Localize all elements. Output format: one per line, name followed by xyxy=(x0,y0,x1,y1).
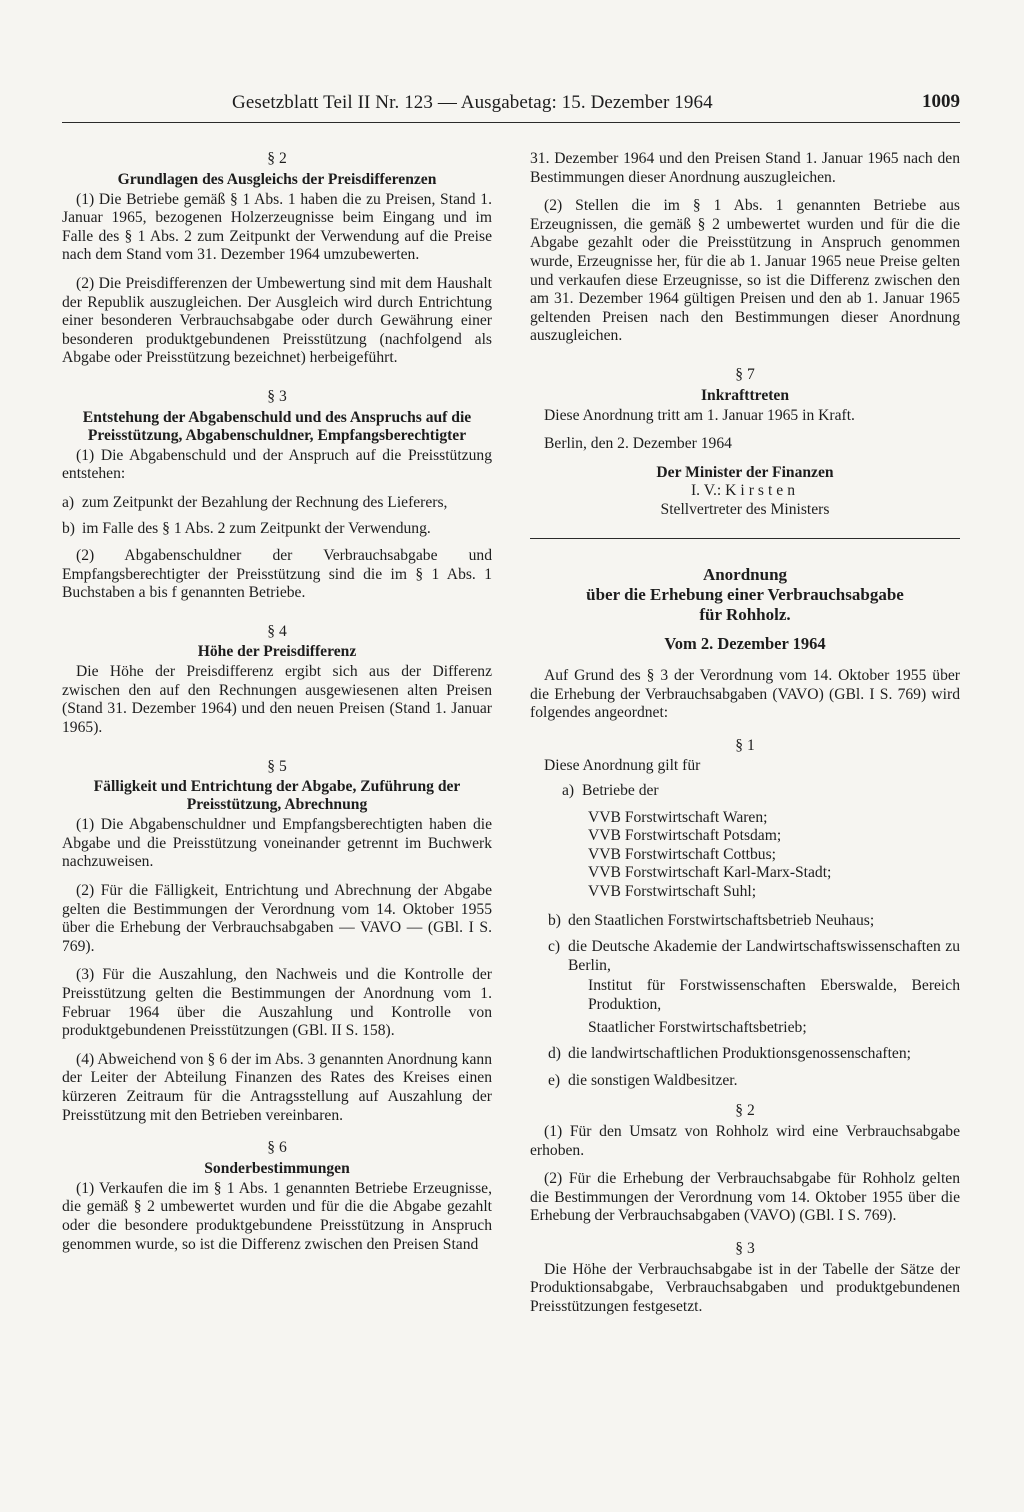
right-column xyxy=(530,150,960,1326)
paragraph: (1) Für den Umsatz von Rohholz wird eine Verbrauchsabgabe erhoben. xyxy=(530,1122,960,1159)
paragraph: 31. Dezember 1964 und den Preisen Stand 1. Januar 1965 nach den Bestimmungen dieser Anordnung auszugleichen. xyxy=(530,150,960,186)
list-text: Betriebe der xyxy=(582,782,659,800)
list-label: b) xyxy=(548,911,561,929)
paragraph: (1) Die Betriebe gemäß § 1 Abs. 1 haben die zu Preisen, Stand 1. Januar 1965, bezogenen Holzerzeugnisse beim Eingang und im Falle des § 1 Abs. 2 zum Zeitpunkt der Verwendung auf die Preise nach dem Stand vom 31. Dezember 1964 umzubewerten. xyxy=(62,190,492,264)
list-label: c) xyxy=(548,938,561,956)
paragraph: Diese Anordnung gilt für xyxy=(544,757,701,775)
section-number: § 7 xyxy=(735,365,755,383)
signature-name-line xyxy=(530,482,960,501)
section-heading: Fälligkeit und Entrichtung der Abgabe, Zuführung der Preisstützung, Abrechnung xyxy=(93,778,461,814)
signature-name: Kirsten xyxy=(725,482,799,500)
signature-place-date: Berlin, den 2. Dezember 1964 xyxy=(544,435,732,453)
vvb-item: VVB Forstwirtschaft Karl-Marx-Stadt; xyxy=(588,864,832,882)
paragraph: Die Höhe der Verbrauchsabgabe ist in der Tabelle der Sätze der Produktionsabgabe, Verbrauchsabgaben und produktgebundenen Preisstützungen festgesetzt. xyxy=(530,1260,960,1315)
paragraph: (1) Die Abgabenschuld und der Anspruch auf die Preisstützung entstehen: xyxy=(62,446,492,483)
order-title-line: über die Erhebung einer Verbrauchsabgabe xyxy=(586,584,904,604)
section-number: § 3 xyxy=(735,1239,755,1257)
vvb-item: VVB Forstwirtschaft Waren; xyxy=(588,808,768,826)
vvb-item: VVB Forstwirtschaft Cottbus; xyxy=(588,845,776,863)
list-text: im Falle des § 1 Abs. 2 zum Zeitpunkt der Verwendung. xyxy=(82,520,431,538)
list-label: a) xyxy=(562,782,575,800)
divider xyxy=(530,538,960,539)
order-date: Vom 2. Dezember 1964 xyxy=(664,633,826,653)
section-number: § 3 xyxy=(267,387,287,405)
signature-role: Stellvertreter des Ministers xyxy=(660,500,830,518)
running-title: Gesetzblatt Teil II Nr. 123 — Ausgabetag: 15. Dezember 1964 xyxy=(232,92,713,113)
list-subtext: Staatlicher Forstwirtschaftsbetrieb; xyxy=(588,1018,807,1036)
list-item xyxy=(562,782,960,801)
page-number: 1009 xyxy=(922,91,960,112)
paragraph: (2) Die Preisdifferenzen der Umbewertung sind mit dem Haushalt der Republik auszugleichen. Der Ausgleich wird durch Entrichtung einer besonderen Verbrauchsabgabe oder durch Gewährung einer besonderen produktgebundenen Preisstützung (nachfolgend als Abgabe oder Preisstützung bezeichnet) herbeigeführt. xyxy=(62,274,492,367)
list-label: b) xyxy=(62,520,75,538)
list-text: die Deutsche Akademie der Landwirtschaftswissenschaften zu Berlin, xyxy=(568,938,960,974)
section-number: § 2 xyxy=(735,1102,755,1120)
paragraph: (2) Für die Fälligkeit, Entrichtung und Abrechnung der Abgabe gelten die Bestimmungen der Verordnung vom 14. Oktober 1955 über die Erhebung der Verbrauchsabgaben — VAVO — (GBl. I S. 769). xyxy=(62,882,492,955)
list-label: d) xyxy=(548,1045,561,1063)
list-text: die landwirtschaftlichen Produktionsgenossenschaften; xyxy=(568,1045,911,1063)
signature-office: Der Minister der Finanzen xyxy=(656,463,834,481)
vvb-item: VVB Forstwirtschaft Suhl; xyxy=(588,883,757,901)
list-text: die sonstigen Waldbesitzer. xyxy=(568,1071,738,1089)
section-heading: Grundlagen des Ausgleichs der Preisdifferenzen xyxy=(117,170,437,188)
section-number: § 2 xyxy=(267,150,287,167)
list-item xyxy=(548,938,960,975)
signature-iv: I. V.: xyxy=(690,482,722,500)
section-number: § 6 xyxy=(267,1139,287,1157)
list-item xyxy=(62,520,492,539)
paragraph: (1) Die Abgabenschuldner und Empfangsberechtigten haben die Abgabe und die Preisstützung voneinander getrennt im Buchwerk nachzuweisen. xyxy=(62,816,492,871)
order-title xyxy=(530,565,960,625)
order-title-line: für Rohholz. xyxy=(699,604,791,624)
list-item xyxy=(548,912,960,931)
list-text: zum Zeitpunkt der Bezahlung der Rechnung des Lieferers, xyxy=(82,493,448,511)
vvb-item: VVB Forstwirtschaft Potsdam; xyxy=(588,827,782,845)
list-label: a) xyxy=(62,493,75,511)
list-text: den Staatlichen Forstwirtschaftsbetrieb Neuhaus; xyxy=(568,911,875,929)
list-label: e) xyxy=(548,1071,561,1089)
section-heading: Sonderbestimmungen xyxy=(204,1159,350,1177)
list-item xyxy=(548,1072,960,1091)
paragraph: (2) Für die Erhebung der Verbrauchsabgabe für Rohholz gelten die Bestimmungen der Verordnung vom 14. Oktober 1955 über die Erhebung der Verbrauchsabgaben (VAVO) (GBl. I S. 769). xyxy=(530,1170,960,1225)
section-heading: Entstehung der Abgabenschuld und des Anspruchs auf die Preisstützung, Abgabenschuldner, Empfangsberechtigter xyxy=(82,408,472,444)
section-number: § 1 xyxy=(735,736,755,754)
section-number: § 4 xyxy=(267,622,287,640)
paragraph: (2) Stellen die im § 1 Abs. 1 genannten Betriebe aus Erzeugnissen, die gemäß § 2 umbewertet wurden und für die die Abgabe gezahlt oder die Preisstützung in Anspruch genommen wurde, Erzeugnisse her, für die ab 1. Januar 1965 neue Preise gelten und verkaufen diese Erzeugnisse, so ist die Differenz zwischen den am 31. Dezember 1964 gültigen Preisen und den ab 1. Januar 1965 geltenden Preisen nach den Bestimmungen dieser Anordnung auszugleichen. xyxy=(530,197,960,345)
list-subtext: Institut für Forstwissenschaften Eberswalde, Bereich Produktion, xyxy=(588,977,960,1013)
paragraph: (2) Abgabenschuldner der Verbrauchsabgabe und Empfangsberechtigter der Preisstützung sind die im § 1 Abs. 1 Buchstaben a bis f genannten Betriebe. xyxy=(62,546,492,602)
page-header xyxy=(62,88,960,123)
list-subitem xyxy=(588,977,960,1037)
paragraph: (4) Abweichend von § 6 der im Abs. 3 genannten Anordnung kann der Leiter der Abteilung Finanzen des Rates des Kreises einen kürzeren Zeitraum für die Antragsstellung auf Auszahlung der Preisstützung mit den Betrieben vereinbaren. xyxy=(62,1050,492,1124)
section-number: § 5 xyxy=(267,757,287,775)
paragraph: (1) Verkaufen die im § 1 Abs. 1 genannten Betriebe Erzeugnisse, die gemäß § 2 umbewertet wurden und für die die Abgabe gezahlt oder die besondere produktgebundene Preisstützung in Anspruch genommen wurde, so ist die Differenz zwischen den Preisen Stand xyxy=(62,1179,492,1253)
vvb-list xyxy=(588,809,960,902)
section-heading: Höhe der Preisdifferenz xyxy=(197,643,357,661)
section-heading: Inkrafttreten xyxy=(700,386,790,404)
preamble: Auf Grund des § 3 der Verordnung vom 14. Oktober 1955 über die Erhebung der Verbrauchsabgaben (VAVO) (GBl. I S. 769) wird folgendes angeordnet: xyxy=(530,667,960,722)
list-item xyxy=(62,494,492,513)
list-item xyxy=(548,1045,960,1064)
paragraph: Die Höhe der Preisdifferenz ergibt sich aus der Differenz zwischen den auf den Rechnungen ausgewiesenen alten Preisen (Stand 31. Dezember 1964) und den neuen Preisen (Stand 1. Januar 1965). xyxy=(62,663,492,737)
paragraph: (3) Für die Auszahlung, den Nachweis und die Kontrolle der Preisstützung gelten die Bestimmungen der Anordnung vom 1. Februar 1964 über die Auszahlung und Kontrolle von produktgebundenen Preisstützungen (GBl. II S. 158). xyxy=(62,966,492,1040)
left-column xyxy=(62,150,492,1264)
order-title-line: Anordnung xyxy=(702,564,788,584)
paragraph: Diese Anordnung tritt am 1. Januar 1965 in Kraft. xyxy=(544,406,855,424)
